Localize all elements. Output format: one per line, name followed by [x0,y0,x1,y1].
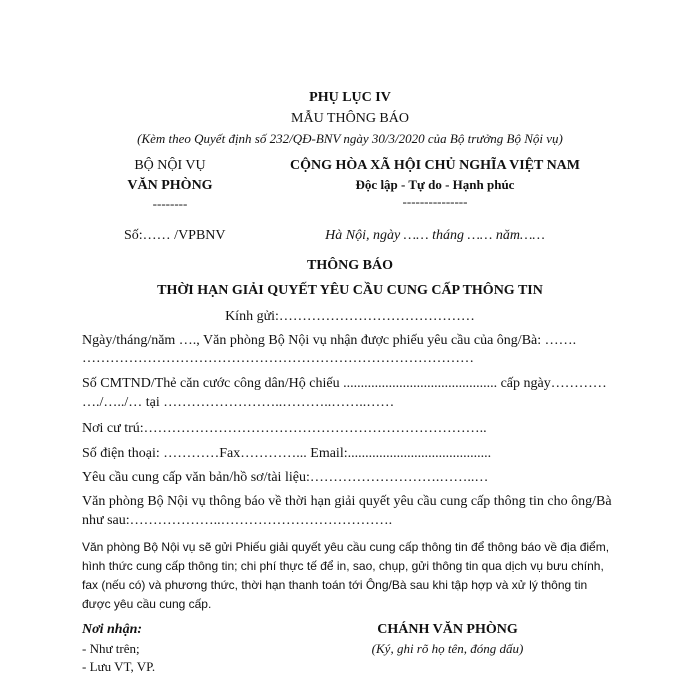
signer-title: CHÁNH VĂN PHÒNG [377,622,518,637]
ministry-name: BỘ NỘI VỤ [134,158,206,173]
notice-subtitle: THỜI HẠN GIẢI QUYẾT YÊU CẦU CUNG CẤP THÔNG TIN [157,283,543,298]
reference-note: (Kèm theo Quyết định số 232/QĐ-BNV ngày 30/3/2020 của Bộ trưởng Bộ Nội vụ) [137,131,563,146]
recipient-item: - Như trên; [82,641,140,656]
appendix-label: PHỤ LỤC IV [309,90,391,105]
residence-line: Nơi cư trú:……………………………………………………………….. [82,421,487,436]
received-date-line: Ngày/tháng/năm …., Văn phòng Bộ Nội vụ nhận được phiếu yêu cầu của ông/Bà: ……. [82,333,577,348]
id-card-line-cont: …./…../… tại ……………………..………..……..…… [82,395,395,410]
place-date: Hà Nội, ngày …… tháng …… năm…… [325,228,545,243]
recipient-item: - Lưu VT, VP. [82,659,156,674]
country-name: CỘNG HÒA XÃ HỘI CHỦ NGHĨA VIỆT NAM [289,158,580,173]
national-motto: Độc lập - Tự do - Hạnh phúc [355,177,515,192]
office-name: VĂN PHÒNG [127,178,213,193]
left-divider: -------- [152,196,188,211]
salutation: Kính gửi:…………………………………… [225,309,475,324]
contact-line: Số điện thoại: …………Fax…………... Email:......................................... [82,446,492,461]
recipients-label: Nơi nhận: [82,622,143,637]
requested-documents-line: Yêu cầu cung cấp văn bản/hồ sơ/tài liệu:……………………….……..… [82,470,489,485]
form-title: MẪU THÔNG BÁO [291,111,409,126]
deadline-notice-line: Văn phòng Bộ Nội vụ thông báo về thời hạn giải quyết yêu cầu cung cấp thông tin cho ông/Bà [82,494,612,509]
id-card-line: Số CMTND/Thẻ căn cước công dân/Hộ chiếu ............................................ cấp ngày………… [82,376,607,391]
right-divider: --------------- [402,194,468,209]
notice-title: THÔNG BÁO [307,258,393,273]
processing-paragraph: Văn phòng Bộ Nội vụ sẽ gửi Phiếu giải quyết yêu cầu cung cấp thông tin để thông báo về địa điểm, hình thức cung cấp thông tin; chi phí thực tế để in, sao, chụp, gửi thông tin qua dịch vụ bưu chính, fax (nếu có) và phương thức, thời hạn thanh toán tới Ông/Bà sau khi tập hợp và xử lý thông tin được yêu cầu cung cấp. [82,540,610,611]
signer-note: (Ký, ghi rõ họ tên, đóng dấu) [371,641,524,656]
document-number: Số:…… /VPBNV [124,228,226,243]
deadline-notice-line-cont: như sau:………………..………………………………. [82,513,393,528]
received-date-line-cont: ………………………………………………………………………… [82,351,474,366]
